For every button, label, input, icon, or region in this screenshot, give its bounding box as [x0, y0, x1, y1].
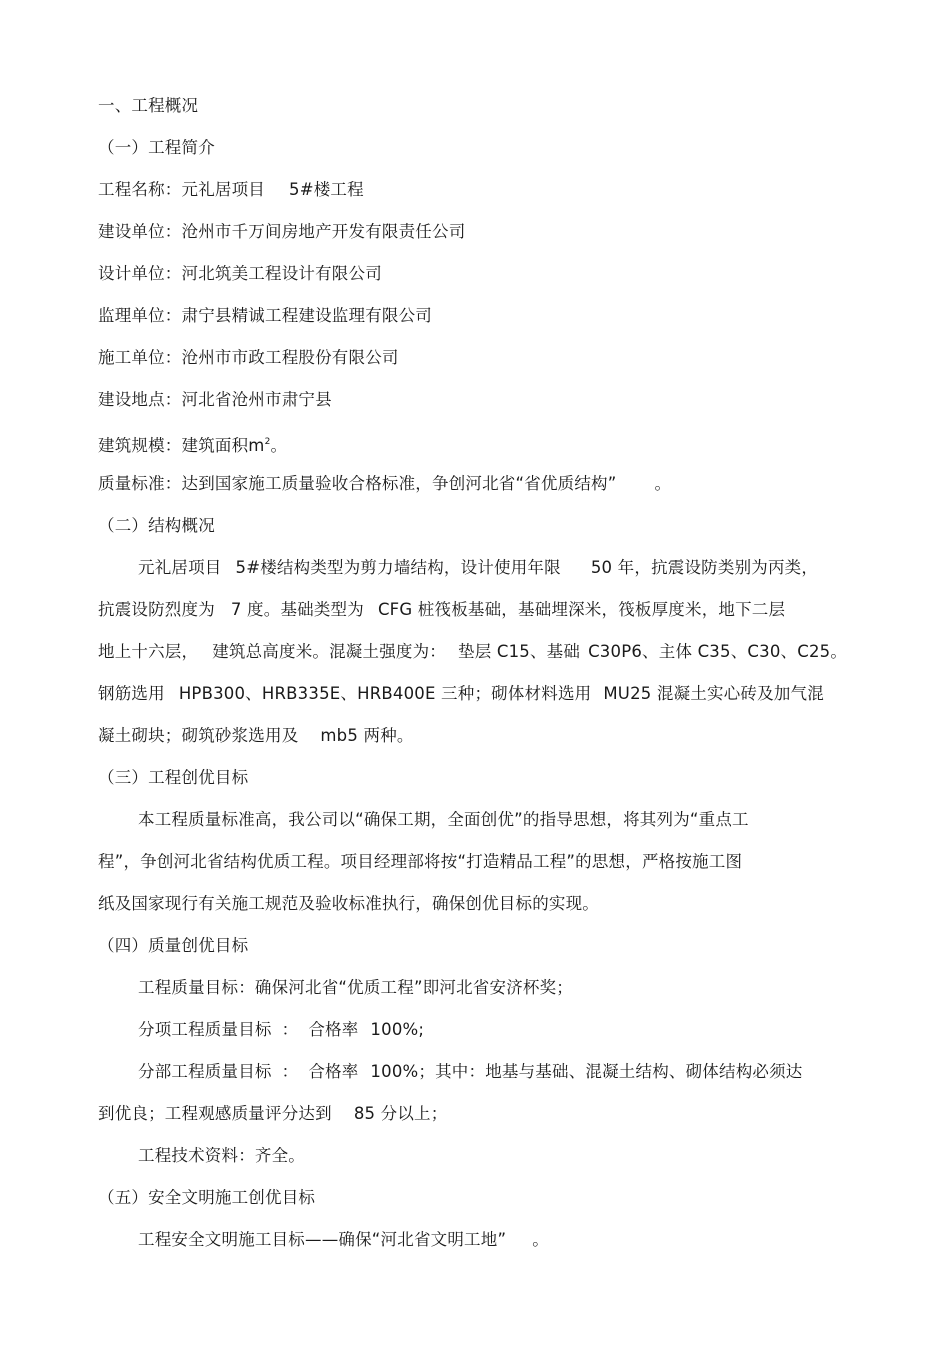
project-name-line	[98, 179, 364, 201]
text-run: 。	[532, 1230, 549, 1249]
quality-goal-line-3	[138, 1061, 803, 1083]
builder-line: 建设单位：沧州市千万间房地产开发有限责任公司	[98, 222, 466, 241]
quality-standard-line	[98, 473, 671, 495]
text-run: 分部工程质量目标	[138, 1062, 272, 1081]
subsection-heading: （三）工程创优目标	[98, 768, 249, 787]
text-run: C30P6、主体 C35、C30、C25。	[588, 642, 848, 661]
text-run: 分项工程质量目标	[138, 1020, 272, 1039]
subsection-heading: （二）结构概况	[98, 516, 215, 535]
structure-line-1	[138, 557, 818, 579]
text-run: 合格率	[308, 1062, 359, 1081]
scale-line	[98, 431, 287, 457]
text-run: 85 分以上；	[353, 1104, 448, 1123]
goals-line-1: 本工程质量标准高，我公司以“确保工期，全面创优”的指导思想，将其列为“重点工	[138, 810, 749, 829]
structure-line-5	[98, 725, 414, 747]
section-heading: 一、工程概况	[98, 96, 199, 115]
text-run: 地上十六层，	[98, 642, 199, 661]
text-run: ：	[281, 1020, 299, 1039]
text-run: 5#楼结构类型为剪力墙结构，设计使用年限	[235, 558, 561, 577]
structure-line-2	[98, 599, 785, 621]
text-run: 钢筋选用	[98, 684, 165, 703]
text-run: 建筑总高度米。混凝土强度为：	[212, 642, 447, 661]
quality-goal-line-2	[138, 1019, 424, 1041]
text-run: 抗震设防烈度为	[98, 600, 215, 619]
scale-superscript: 2	[264, 437, 271, 447]
project-name-label: 工程名称：元礼居项目	[98, 180, 265, 199]
goals-line-3: 纸及国家现行有关施工规范及验收标准执行，确保创优目标的实现。	[98, 894, 599, 913]
text-run: 7 度。基础类型为	[230, 600, 364, 619]
text-run: 到优良；工程观感质量评分达到	[98, 1104, 332, 1123]
text-run: 100%;	[370, 1020, 425, 1039]
goals-line-2: 程”，争创河北省结构优质工程。项目经理部将按“打造精品工程”的思想，严格按施工图	[98, 852, 743, 871]
contractor-line: 施工单位：沧州市市政工程股份有限公司	[98, 348, 399, 367]
quality-standard-end: 。	[654, 474, 672, 493]
quality-standard-text: 质量标准：达到国家施工质量验收合格标准，争创河北省“省优质结构”	[98, 474, 617, 493]
scale-text: 建筑规模：建筑面积m	[98, 436, 265, 455]
subsection-heading: （四）质量创优目标	[98, 936, 249, 955]
supervisor-line: 监理单位：肃宁县精诚工程建设监理有限公司	[98, 306, 432, 325]
text-run: mb5 两种。	[320, 726, 414, 745]
text-run: CFG 桩筏板基础，基础埋深米，筏板厚度米，地下二层	[377, 600, 786, 619]
text-run: 工程安全文明施工目标——确保“河北省文明工地”	[138, 1230, 507, 1249]
subsection-heading: （五）安全文明施工创优目标	[98, 1188, 316, 1207]
scale-end: 。	[270, 436, 288, 455]
text-run: 50 年，抗震设防类别为丙类，	[590, 558, 819, 577]
text-run: ：	[281, 1062, 299, 1081]
designer-line: 设计单位：河北筑美工程设计有限公司	[98, 264, 382, 283]
structure-line-3	[98, 641, 847, 663]
text-run: HPB300、HRB335E、HRB400E 三种；砌体材料选用	[178, 684, 592, 703]
subsection-heading: （一）工程简介	[98, 138, 215, 157]
text-run: 凝土砌块；砌筑砂浆选用及	[98, 726, 299, 745]
text-run: 元礼居项目	[138, 558, 222, 577]
safety-goal-line	[138, 1229, 549, 1251]
text-run: 合格率	[308, 1020, 359, 1039]
quality-goal-line-4	[98, 1103, 447, 1125]
text-run: 垫层 C15、基础	[458, 642, 581, 661]
structure-line-4	[98, 683, 824, 705]
text-run: MU25 混凝土实心砖及加气混	[603, 684, 824, 703]
project-name-value: 5#楼工程	[289, 180, 364, 199]
quality-goal-line-5: 工程技术资料：齐全。	[138, 1146, 305, 1165]
quality-goal-line-1: 工程质量目标：确保河北省“优质工程”即河北省安济杯奖；	[138, 978, 573, 997]
text-run: 100%；其中：地基与基础、混凝土结构、砌体结构必须达	[370, 1062, 803, 1081]
location-line: 建设地点：河北省沧州市肃宁县	[98, 390, 332, 409]
